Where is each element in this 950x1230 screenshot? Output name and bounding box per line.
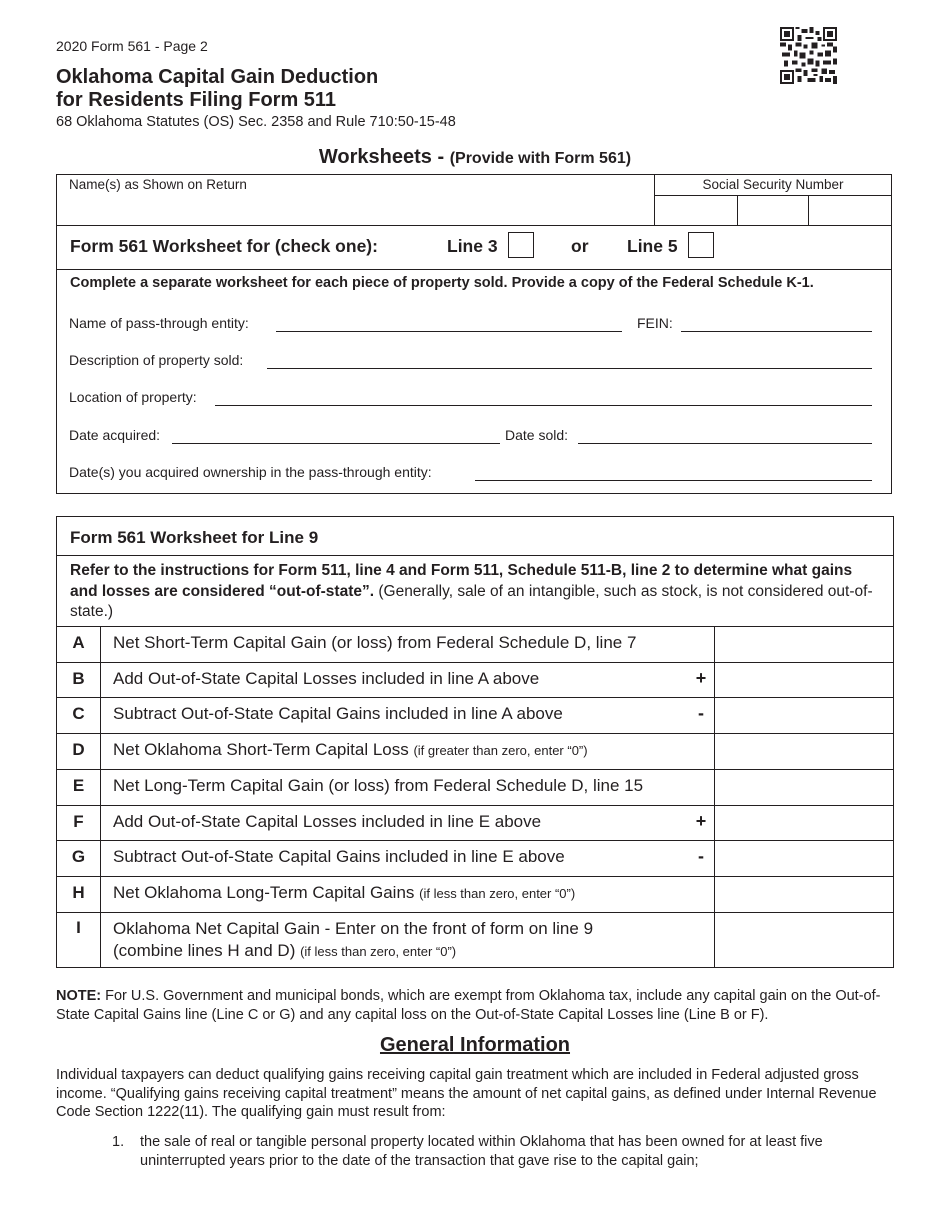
row-description [113,883,575,903]
date-sold-label: Date sold: [505,427,569,443]
item-number: 1. [112,1134,125,1150]
note-text: For U.S. Government and municipal bonds, which are exempt from Oklahoma tax, include any capital gain on the Out-of-State Capital Gains line (Line C or G) and any capital loss on the Out-of-State Capital Losses line (Line B or F). [56,988,881,1023]
line9-worksheet [56,516,894,968]
row-i-note: (if less than zero, enter “0”) [300,944,457,959]
row-sign: - [698,846,704,866]
line3-label: Line 3 [447,236,498,256]
divider [57,555,893,556]
line9-row-i [57,912,893,968]
line9-instructions-bold: Refer to the instructions for Form 511, line 4 and Form 511, Schedule 511-B, line 2 to determine what gains and losses are considered “out-of-state”. [70,562,853,600]
form-title-line2: for Residents Filing Form 511 [56,89,337,111]
entity-label: Name of pass-through entity: [69,315,249,331]
separate-worksheet-note: Complete a separate worksheet for each piece of property sold. Provide a copy of the Federal Schedule K-1. [70,275,814,291]
row-text: Add Out-of-State Capital Losses included in line A above [113,669,540,688]
names-field[interactable] [57,193,653,224]
row-amount-field[interactable] [716,770,892,804]
row-description [113,633,636,653]
row-note: (if less than zero, enter “0”) [419,886,576,901]
row-sign: + [695,668,707,688]
property-worksheet [56,174,892,494]
or-label: or [571,236,589,256]
row-amount-field[interactable] [716,734,892,768]
date-sold-input[interactable] [578,443,872,444]
entity-input[interactable] [276,331,622,332]
line9-row-c [57,697,893,733]
location-label: Location of property: [69,389,197,405]
line3-checkbox[interactable] [508,232,534,258]
row-letter: C [72,704,85,723]
row-text: Net Short-Term Capital Gain (or loss) from Federal Schedule D, line 7 [113,633,637,652]
ssn-label: Social Security Number [702,177,844,192]
row-description [113,812,541,832]
row-letter: H [72,883,85,902]
description-label: Description of property sold: [69,352,244,368]
row-amount-field[interactable] [716,663,892,696]
row-letter: B [72,669,85,688]
location-input[interactable] [215,405,872,406]
row-amount-field[interactable] [716,806,892,839]
form-title [56,66,378,112]
row-description [113,704,563,724]
row-description [113,740,588,760]
description-input[interactable] [267,368,872,369]
row-text: Subtract Out-of-State Capital Gains included in line E above [113,847,565,866]
divider [57,225,892,226]
row-i-line2-wrap [113,940,593,963]
date-acquired-label: Date acquired: [69,427,161,443]
general-info-heading [0,1034,950,1057]
ownership-date-label: Date(s) you acquired ownership in the pass-through entity: [69,464,432,480]
general-info-heading-text: General Information [379,1034,571,1056]
row-letter: E [72,776,85,795]
line9-row-e [57,769,893,805]
row-i-amount-field[interactable] [716,913,892,967]
fein-label: FEIN: [637,315,673,331]
ownership-date-input[interactable] [475,480,872,481]
ssn-field-part3[interactable] [809,196,891,224]
line9-row-g [57,840,893,876]
row-i-line2: (combine lines H and D) [113,941,301,960]
line9-worksheet-title: Form 561 Worksheet for Line 9 [70,528,319,547]
row-amount-field[interactable] [716,627,892,661]
row-letter: I [76,918,81,937]
row-text: Net Long-Term Capital Gain (or loss) from Federal Schedule D, line 15 [113,776,644,795]
worksheets-heading-main: Worksheets - [318,146,445,168]
row-description [113,669,539,689]
note-label: NOTE: [56,988,102,1004]
bonds-note [56,987,896,1025]
page-label: 2020 Form 561 - Page 2 [56,38,208,54]
row-letter: F [73,812,84,831]
ssn-field-part2[interactable] [738,196,807,224]
row-amount-field[interactable] [716,877,892,911]
line9-row-b [57,662,893,697]
line9-instructions-normal: (Generally, sale of an intangible, such as stock, is not considered out-of-state.) [70,582,873,620]
line9-instructions [70,561,882,623]
qr-code-icon [780,27,837,84]
line5-label: Line 5 [627,236,678,256]
row-text: Add Out-of-State Capital Losses included in line E above [113,812,542,831]
check-one-label: Form 561 Worksheet for (check one): [70,236,378,256]
date-acquired-input[interactable] [172,443,500,444]
fein-input[interactable] [681,331,872,332]
row-letter: D [72,740,85,759]
statute-reference: 68 Oklahoma Statutes (OS) Sec. 2358 and Rule 710:50-15-48 [56,114,456,130]
row-letter: A [72,633,85,652]
general-info-paragraph: Individual taxpayers can deduct qualifying gains receiving capital gain treatment which are included in Federal adjusted gross income. “Qualifying gains receiving capital treatment” means the amount of net capital gains, as defined under Internal Revenue Code Section 1222(11). The qualifying gain must result from: [56,1067,877,1120]
form-title-line1: Oklahoma Capital Gain Deduction [56,66,379,88]
names-label: Name(s) as Shown on Return [69,177,247,192]
row-amount-field[interactable] [716,698,892,732]
row-amount-field[interactable] [716,841,892,875]
row-i-line1: Oklahoma Net Capital Gain - Enter on the front of form on line 9 [113,919,594,938]
row-description [113,918,593,963]
row-text: Net Oklahoma Long-Term Capital Gains [113,883,420,902]
row-letter: G [71,847,86,866]
worksheets-heading-sub: (Provide with Form 561) [449,150,632,167]
worksheets-heading [0,146,950,169]
row-sign: + [695,811,707,831]
row-note: (if greater than zero, enter “0”) [413,743,588,758]
row-text: Subtract Out-of-State Capital Gains included in line A above [113,704,563,723]
row-description [113,847,565,867]
row-sign: - [698,703,704,723]
line5-checkbox[interactable] [688,232,714,258]
row-description [113,776,643,796]
line9-row-f [57,805,893,840]
line9-row-d [57,733,893,769]
item-text: the sale of real or tangible personal property located within Oklahoma that has been owned for at least five uninterrupted years prior to the date of the transaction that gave rise to the capital gain; [140,1134,823,1169]
ssn-field-part1[interactable] [655,196,736,224]
divider [57,269,892,270]
row-text: Net Oklahoma Short-Term Capital Loss [113,740,414,759]
line9-row-a [57,626,893,662]
line9-row-h [57,876,893,912]
